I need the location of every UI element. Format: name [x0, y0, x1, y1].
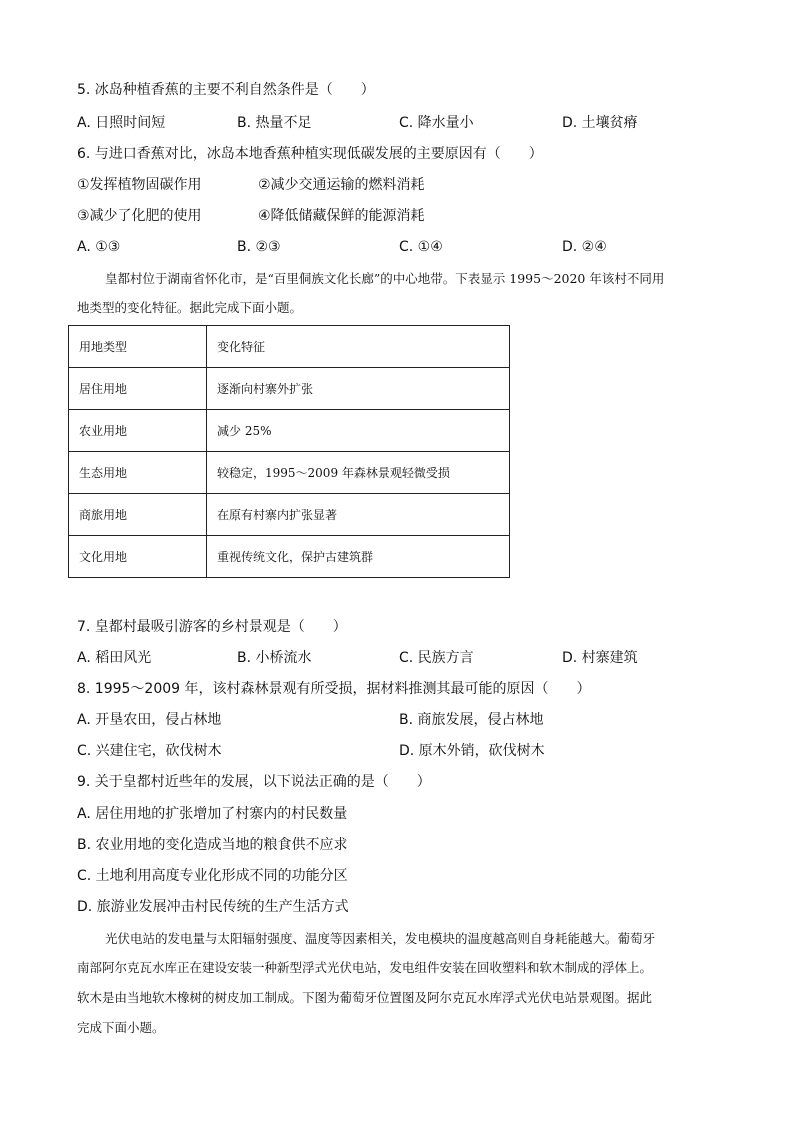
intro-paragraph-2-line-2: 南部阿尔克瓦水库正在建设安装一种新型浮式光伏电站，发电组件安装在回收塑料和软木制成的浮体上。	[77, 960, 653, 975]
q9-option-c: C. 土地利用高度专业化形成不同的功能分区	[77, 868, 348, 884]
q5-option-d: D. 土壤贫瘠	[562, 115, 638, 131]
q8-option-a: A. 开垦农田，侵占林地	[77, 712, 222, 728]
table-row	[69, 536, 510, 578]
table-header-cell: 用地类型	[69, 326, 207, 368]
q8-option-d: D. 原木外销，砍伐树木	[399, 743, 545, 759]
q6-option-b: B. ②③	[237, 239, 281, 255]
table-row	[69, 452, 510, 494]
q8-option-c: C. 兴建住宅，砍伐树木	[77, 743, 222, 759]
table-cell: 减少 25%	[207, 410, 510, 452]
q5-option-c: C. 降水量小	[399, 115, 474, 131]
intro-paragraph-2-line-4: 完成下面小题。	[77, 1020, 165, 1035]
land-use-table	[68, 325, 510, 578]
table-cell: 文化用地	[69, 536, 207, 578]
table-cell: 重视传统文化，保护古建筑群	[207, 536, 510, 578]
question-7-stem: 7. 皇都村最吸引游客的乡村景观是（ ）	[77, 619, 347, 635]
q5-option-b: B. 热量不足	[237, 115, 312, 131]
q7-option-d: D. 村寨建筑	[562, 650, 638, 666]
table-cell: 居住用地	[69, 368, 207, 410]
question-8-stem: 8. 1995～2009 年，该村森林景观有所受损，据材料推测其最可能的原因（ ）	[77, 681, 591, 697]
q6-item-3: ③减少了化肥的使用	[77, 208, 202, 224]
intro-paragraph-2-line-1: 光伏电站的发电量与太阳辐射强度、温度等因素相关，发电模块的温度越高则自身耗能越大。葡萄牙	[105, 931, 656, 946]
q5-option-a: A. 日照时间短	[77, 115, 166, 131]
table-cell: 农业用地	[69, 410, 207, 452]
question-5-stem: 5. 冰岛种植香蕉的主要不利自然条件是（ ）	[77, 82, 375, 98]
q7-option-c: C. 民族方言	[399, 650, 474, 666]
question-9-stem: 9. 关于皇都村近些年的发展，以下说法正确的是（ ）	[77, 774, 431, 790]
table-cell: 在原有村寨内扩张显著	[207, 494, 510, 536]
q6-item-1: ①发挥植物固碳作用	[77, 177, 202, 193]
intro-paragraph-1-line-2: 地类型的变化特征。据此完成下面小题。	[77, 300, 303, 315]
q7-option-b: B. 小桥流水	[237, 650, 312, 666]
question-6-stem: 6. 与进口香蕉对比，冰岛本地香蕉种植实现低碳发展的主要原因有（ ）	[77, 146, 543, 162]
intro-paragraph-2-line-3: 软木是由当地软木橡树的树皮加工制成。下图为葡萄牙位置图及阿尔克瓦水库浮式光伏电站景观图。据此	[77, 990, 653, 1005]
q6-option-c: C. ①④	[399, 239, 443, 255]
q6-option-d: D. ②④	[562, 239, 607, 255]
q9-option-d: D. 旅游业发展冲击村民传统的生产生活方式	[77, 899, 349, 915]
q9-option-a: A. 居住用地的扩张增加了村寨内的村民数量	[77, 806, 348, 822]
q6-option-a: A. ①③	[77, 239, 121, 255]
table-cell: 较稳定，1995～2009 年森林景观轻微受损	[207, 452, 510, 494]
q6-item-2: ②减少交通运输的燃料消耗	[258, 177, 425, 193]
table-row	[69, 494, 510, 536]
table-header-row	[69, 326, 510, 368]
q7-option-a: A. 稻田风光	[77, 650, 152, 666]
q6-item-4: ④降低储藏保鲜的能源消耗	[258, 208, 425, 224]
table-cell: 逐渐向村寨外扩张	[207, 368, 510, 410]
intro-paragraph-1-line-1: 皇都村位于湖南省怀化市，是“百里侗族文化长廊”的中心地带。下表显示 1995～2020 年该村不同用	[105, 271, 665, 286]
q8-option-b: B. 商旅发展，侵占林地	[399, 712, 544, 728]
table-cell: 商旅用地	[69, 494, 207, 536]
table-row	[69, 410, 510, 452]
table-cell: 生态用地	[69, 452, 207, 494]
table-row	[69, 368, 510, 410]
table-header-cell: 变化特征	[207, 326, 510, 368]
q9-option-b: B. 农业用地的变化造成当地的粮食供不应求	[77, 837, 348, 853]
